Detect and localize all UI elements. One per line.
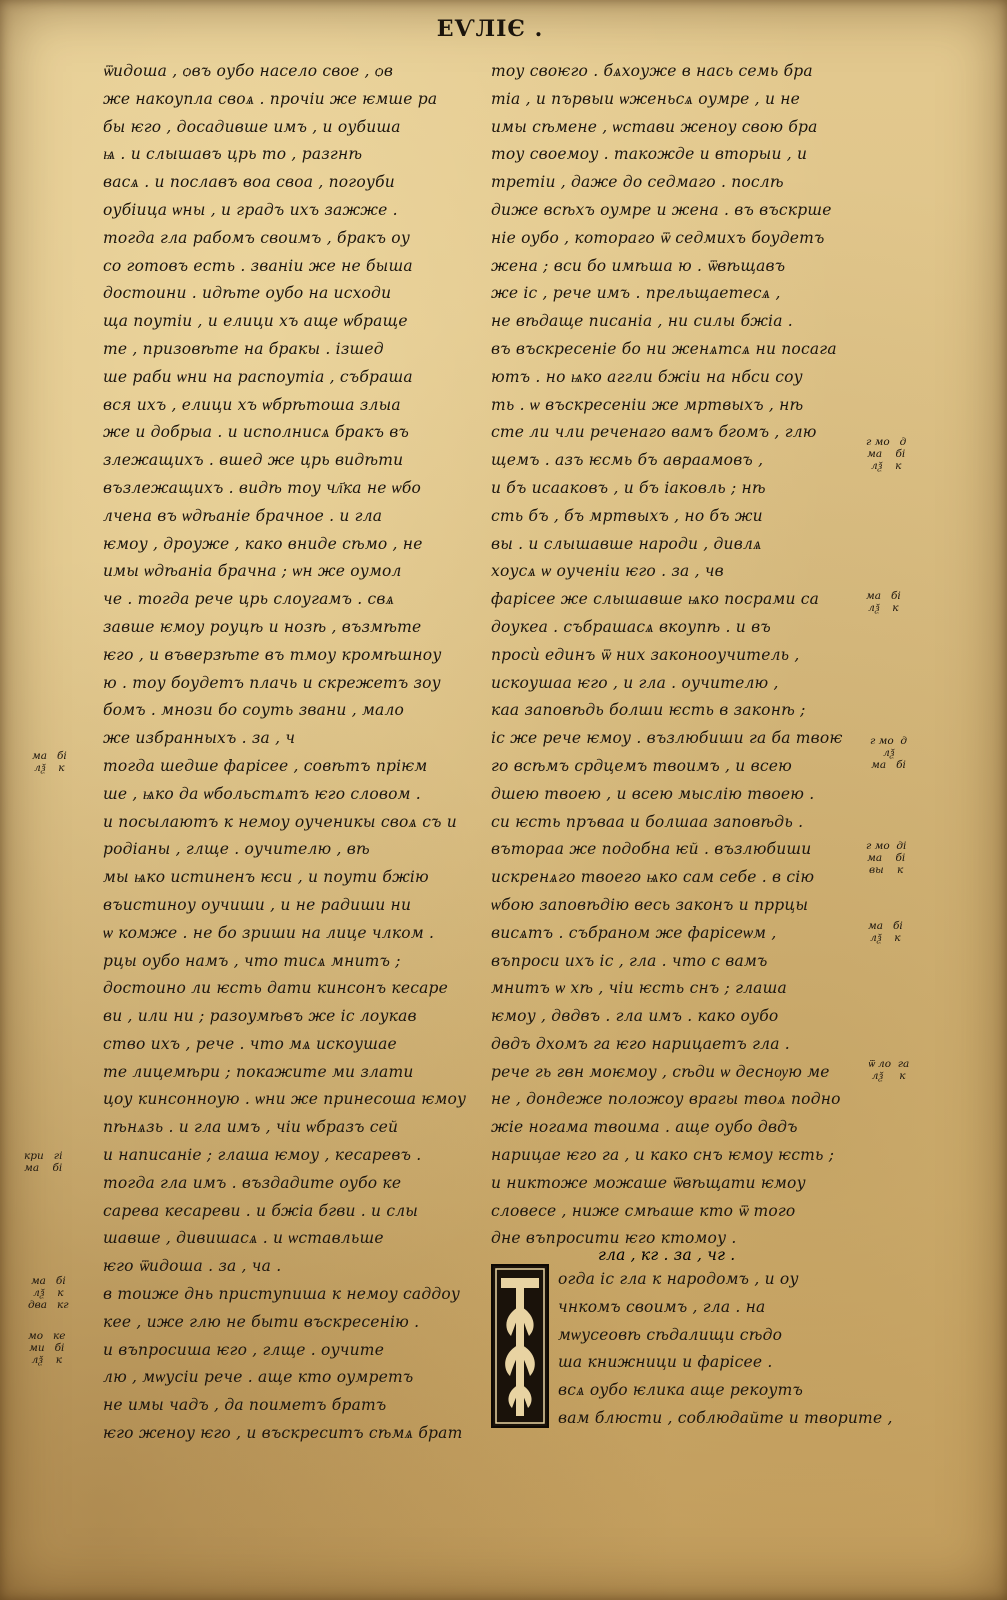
text-line: достоино ли ѥсть дати кинсонъ кесаре: [103, 979, 449, 998]
text-line: родіаны , глще . оучителю , вѣ: [103, 840, 370, 859]
margin-note: кри гі ма бі: [24, 1150, 63, 1174]
text-line: достоини . идѣте оубо на исходи: [103, 284, 392, 303]
text-line: злежащихъ . вшед же црь видѣти: [103, 451, 404, 470]
text-line: сте ли чли реченаго вамъ бгомъ , глю: [491, 423, 817, 442]
text-line: цоу кинсонноую . ѡни же принесоша ѥмоу: [103, 1090, 467, 1109]
text-line: шавше , дивишасѧ . и ѡставльше: [103, 1229, 384, 1248]
text-line: всѧ оубо ѥлика аще рекоутъ: [558, 1381, 804, 1400]
text-line: си ѥсть пръваа и болшаа заповѣдь .: [491, 812, 804, 831]
text-line: сть бъ , бъ мртвыхъ , но бъ жи: [491, 506, 763, 525]
text-line: фарісее же слышавше ѩко посрами са: [491, 590, 820, 609]
text-line: искренѧго твоего ѩко сам себе . в сію: [491, 868, 815, 887]
text-line: ть . ѡ въскресеніи же мртвыхъ , нѣ: [491, 395, 804, 414]
text-line: искоушаа ѥго , и гла . оучителю ,: [491, 673, 779, 692]
text-line: хоусѧ ѡ оученіи ѥго . за , чв: [491, 562, 724, 581]
text-line: тогда шедше фарісее , совѣтъ пріѥм: [103, 756, 428, 775]
text-line: ю . тоу боудетъ плачь и скрежетъ зоу: [103, 673, 441, 692]
text-line: бомъ . мнози бо соуть звани , мало: [103, 701, 405, 720]
margin-note: г мо д лѯ ма бі: [870, 735, 908, 771]
text-line: вам блюсти , соблюдайте и творите ,: [558, 1408, 893, 1427]
margin-note: ма бі лѯ к два кг: [28, 1275, 69, 1311]
text-line: мнитъ ѡ хѣ , чіи ѥсть снъ ; глаша: [491, 979, 787, 998]
margin-note: ѿ ло га лѯ к: [868, 1058, 910, 1082]
text-line: огда іс гла к народомъ , и оу: [558, 1270, 799, 1288]
text-line: бы ѥго , досадивше имъ , и оубиша: [103, 117, 401, 136]
text-line: со готовъ есть . званіи же не быша: [103, 256, 413, 275]
text-line: ѥмоу , двдвъ . гла имъ . како оубо: [491, 1007, 779, 1026]
text-line: и никтоже можаше ѿвѣщати ѥмоу: [491, 1173, 806, 1192]
text-line: ща поутіи , и елици хъ аще ѡбраще: [103, 312, 408, 331]
text-line: вътораа же подобна ѥй . възлюбиши: [491, 840, 812, 859]
text-line: диже всѣхъ оумре и жена . въ въскрше: [491, 200, 832, 219]
margin-note: г мо ді ма бі вы к: [866, 840, 907, 876]
text-line: ютъ . но ѩко аггли бжіи на нбси соу: [491, 367, 803, 386]
margin-note: мо ке ми бі лѯ к: [28, 1330, 66, 1366]
right-text-column: [491, 58, 861, 1253]
margin-note: ма бі лѯ к: [868, 920, 903, 944]
text-line: лю , мѡусіи рече . аще кто оумретъ: [103, 1368, 414, 1387]
text-line: ство ихъ , рече . что мѧ искоушае: [103, 1034, 397, 1053]
text-line: же и добрыа . и исполнисѧ бракъ въ: [103, 423, 410, 442]
text-after-initial: [558, 1266, 893, 1433]
text-line: вы . и слышавше народи , дивлѧ: [491, 534, 762, 553]
text-line: не вѣдаще писаніа , ни силы бжіа .: [491, 312, 793, 331]
text-line: не , дондеже положоу врагы твоѧ подно: [491, 1090, 841, 1109]
text-line: тоу своѥго . бѧхоуже в нась семь бра: [491, 62, 813, 80]
text-line: іс же рече ѥмоу . възлюбиши га ба твоѥ: [491, 729, 843, 748]
margin-note: г мо д ма бі лѯ к: [866, 436, 907, 472]
text-line: завше ѥмоу роуцѣ и нозѣ , възмѣте: [103, 617, 422, 636]
text-line: и посылаютъ к немоу оученикы своѧ съ и: [103, 812, 457, 831]
text-line: ніе оубо , котораго ѿ седмихъ боудетъ: [491, 228, 825, 247]
margin-note: ма бі лѯ к: [32, 750, 67, 774]
text-line: в тоиже днь приступиша к немоу саддоу: [103, 1285, 461, 1304]
text-line: ѥмоу , дроуже , како вниде сѣмо , не: [103, 534, 423, 553]
text-line: и написаніе ; глаша ѥмоу , кесаревъ .: [103, 1146, 422, 1165]
text-line: че . тогда рече црь слоугамъ . свѧ: [103, 590, 395, 609]
left-text-column: [103, 58, 473, 1448]
text-line: жена ; вси бо имѣша ю . ѿвѣщавъ: [491, 256, 786, 275]
text-line: нарицае ѥго га , и како снъ ѥмоу ѥсть ;: [491, 1146, 835, 1165]
text-line: ѥго ѿидоша . за , ча .: [103, 1257, 282, 1276]
text-line: кее , иже глю не быти въскресенію .: [103, 1312, 420, 1331]
text-line: мѡусеовѣ сѣдалищи сѣдо: [558, 1325, 783, 1344]
text-line: дне въпросити ѥго ктомоу .: [491, 1229, 737, 1248]
text-line: двдъ дхомъ га ѥго нарицаетъ гла .: [491, 1034, 790, 1053]
text-line: имы сѣмене , ѡстави женоу свою бра: [491, 117, 818, 136]
text-line: го всѣмъ срдцемъ твоимъ , и всею: [491, 756, 792, 775]
text-line: ѥго , и въверзѣте въ тмоу кромѣшноу: [103, 645, 442, 664]
text-line: просѝ единъ ѿ них законооучитель ,: [491, 645, 800, 664]
text-line: ѡбою заповѣдію весь законъ и пррцы: [491, 895, 809, 914]
text-line: и въпросиша ѥго , глще . оучите: [103, 1340, 385, 1359]
text-line: оубіица ѡны , и градъ ихъ зажже .: [103, 200, 398, 219]
text-line: те лицемѣри ; покажите ми злати: [103, 1062, 414, 1081]
text-line: тоу своемоу . такожде и вторыи , и: [491, 145, 808, 164]
text-line: и бъ исааковъ , и бъ іаковль ; нѣ: [491, 478, 766, 497]
reading-header: гла , кг . за , чг .: [598, 1246, 736, 1264]
text-line: тіа , и първыи ѡженьсѧ оумре , и не: [491, 89, 801, 108]
text-line: тогда гла рабомъ своимъ , бракъ оу: [103, 228, 411, 247]
text-line: каа заповѣдь болши ѥсть в законѣ ;: [491, 701, 806, 720]
text-line: ѡ комже . не бо зриши на лице члком .: [103, 923, 435, 942]
text-line: рече гь гвн моѥмоу , сѣди ѡ деснѹю ме: [491, 1062, 830, 1081]
text-line: ше , ѩко да ѡбольстѧтъ ѥго словом .: [103, 784, 421, 803]
text-line: же избранныхъ . за , ч: [103, 729, 296, 748]
text-line: въ въскресеніе бо ни женѧтсѧ ни посага: [491, 339, 837, 358]
text-line: же накоупла своѧ . прочіи же ѥмше ра: [103, 89, 438, 108]
text-line: ше раби ѡни на распоутіа , събраша: [103, 367, 413, 386]
text-line: въистиноу оучиши , и не радиши ни: [103, 895, 412, 914]
text-line: въпроси ихъ іс , гла . что с вамъ: [491, 951, 768, 970]
text-line: третіи , даже до седмаго . послѣ: [491, 173, 784, 192]
text-line: дшею твоею , и всею мыслію твоею .: [491, 784, 815, 803]
text-line: чнкомъ своимъ , гла . на: [558, 1297, 766, 1316]
running-title: ЕѴЛІЄ .: [436, 16, 544, 42]
text-line: рцы оубо намъ , что тисѧ мнитъ ;: [103, 951, 401, 970]
text-line: лчена въ ѡдѣаніе брачное . и гла: [103, 506, 383, 525]
text-line: ѥго женоу ѥго , и въскреситъ сѣмѧ брат: [103, 1424, 463, 1443]
text-line: пѣнѧзь . и гла имъ , чіи ѡбразъ сей: [103, 1118, 399, 1137]
margin-note: ма бі лѯ к: [866, 590, 901, 614]
text-line: не имы чадъ , да поиметъ братъ: [103, 1396, 387, 1415]
decorated-initial: [491, 1264, 549, 1428]
text-line: доукеа . събрашасѧ вкоупѣ . и въ: [491, 617, 771, 636]
text-line: ѩ . и слышавъ црь то , разгнѣ: [103, 145, 363, 164]
text-line: словесе , ниже смѣаше кто ѿ того: [491, 1201, 796, 1220]
text-line: жіе ногама твоима . аще оубо двдъ: [491, 1118, 798, 1137]
text-line: те , призовѣте на бракы . ізшед: [103, 339, 384, 358]
text-line: же іс , рече имъ . прельщаетесѧ ,: [491, 284, 781, 303]
text-line: сарева кесареви . и бжіа бгви . и слы: [103, 1201, 419, 1220]
text-line: тогда гла имъ . въздадите оубо ке: [103, 1173, 402, 1192]
text-line: васѧ . и пославъ воа своа , погоуби: [103, 173, 395, 192]
text-line: вся ихъ , елици хъ ѡбрѣтоша злыа: [103, 395, 401, 414]
text-line: мы ѩко истиненъ ѥси , и поути бжію: [103, 868, 429, 887]
text-line: щемъ . азъ ѥсмь бъ авраамовъ ,: [491, 451, 764, 470]
text-line: имы ѡдѣаніа брачна ; ѡн же оумол: [103, 562, 402, 581]
text-line: възлежащихъ . видѣ тоу чл҃ка не ѡбо: [103, 478, 422, 497]
text-line: ви , или ни ; разоумѣвъ же іс лоукав: [103, 1007, 417, 1026]
text-line: висѧтъ . събраном же фарісеѡм ,: [491, 923, 777, 942]
text-line: ѿидоша , ѻвъ оубо насело свое , ѻв: [103, 62, 394, 80]
text-line: ша книжници и фарісее .: [558, 1353, 773, 1372]
